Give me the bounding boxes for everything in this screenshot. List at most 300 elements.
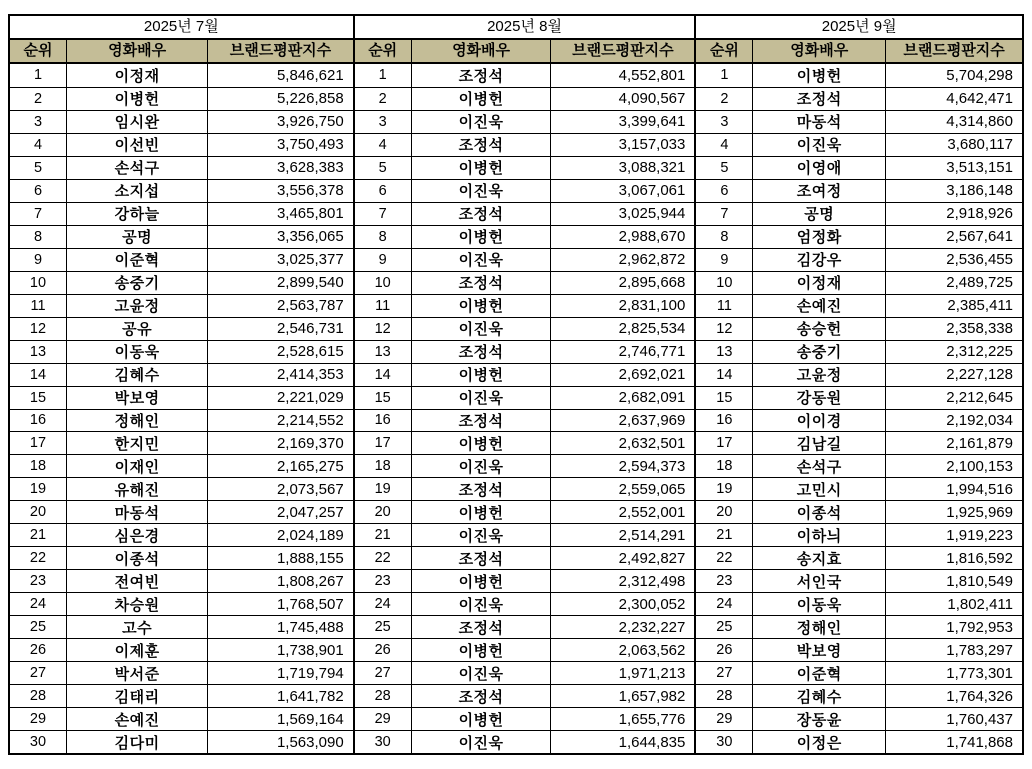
actor-name-cell: 한지민 <box>66 432 207 454</box>
actor-name-cell: 고수 <box>66 616 207 638</box>
actor-name-cell: 이진욱 <box>411 524 551 546</box>
reputation-index-cell: 1,808,267 <box>207 570 352 592</box>
table-row <box>696 431 1022 454</box>
rank-cell: 10 <box>716 274 733 291</box>
actor-name-cell: 이병헌 <box>411 708 551 730</box>
rank-cell: 20 <box>29 504 47 521</box>
reputation-index-cell: 3,465,801 <box>207 203 352 225</box>
reputation-index-cell: 3,025,944 <box>550 203 694 225</box>
table-row <box>10 271 353 294</box>
rank-cell: 15 <box>716 389 733 406</box>
reputation-index-cell: 1,738,901 <box>207 639 352 661</box>
reputation-index-cell: 4,090,567 <box>550 88 694 110</box>
actor-name-cell: 송중기 <box>752 341 885 363</box>
actor-name-cell: 김남길 <box>752 432 885 454</box>
rank-cell: 23 <box>29 573 47 590</box>
reputation-index-cell: 2,831,100 <box>550 295 694 317</box>
table-row <box>355 615 695 638</box>
month-title: 2025년 9월 <box>696 16 1022 40</box>
table-row <box>10 202 353 225</box>
table-row <box>355 409 695 432</box>
rank-cell: 12 <box>716 320 733 337</box>
actor-name-cell: 이병헌 <box>411 364 551 386</box>
rank-cell: 11 <box>716 297 732 314</box>
rank-cell: 30 <box>716 734 733 751</box>
table-row <box>355 684 695 707</box>
reputation-index-cell: 1,919,223 <box>885 524 1022 546</box>
table-row <box>355 523 695 546</box>
table-row <box>696 156 1022 179</box>
actor-name-cell: 손예진 <box>752 295 885 317</box>
month-title: 2025년 8월 <box>355 16 695 40</box>
reputation-index-cell: 2,514,291 <box>550 524 694 546</box>
column-header-rank: 순위 <box>368 42 398 59</box>
reputation-index-cell: 2,492,827 <box>550 547 694 569</box>
table-row <box>355 294 695 317</box>
table-row <box>355 363 695 386</box>
rank-cell: 9 <box>33 251 43 268</box>
rank-cell: 9 <box>720 251 729 268</box>
reputation-index-cell: 2,918,926 <box>885 203 1022 225</box>
actor-name-cell: 이병헌 <box>411 639 551 661</box>
reputation-index-cell: 1,719,794 <box>207 662 352 684</box>
reputation-index-cell: 1,888,155 <box>207 547 352 569</box>
reputation-index-cell: 2,165,275 <box>207 455 352 477</box>
table-row <box>10 454 353 477</box>
rank-cell: 20 <box>374 504 391 521</box>
actor-name-cell: 김다미 <box>66 731 207 753</box>
reputation-index-cell: 2,594,373 <box>550 455 694 477</box>
actor-name-cell: 이진욱 <box>411 249 551 271</box>
reputation-index-cell: 1,655,776 <box>550 708 694 730</box>
table-row <box>355 87 695 110</box>
table-row <box>10 730 353 753</box>
reputation-index-cell: 2,169,370 <box>207 432 352 454</box>
rank-cell: 25 <box>374 619 391 636</box>
actor-name-cell: 장동윤 <box>752 708 885 730</box>
table-row <box>696 294 1022 317</box>
rank-cell: 28 <box>29 688 47 705</box>
table-row <box>355 156 695 179</box>
rank-cell: 23 <box>374 573 391 590</box>
table-row <box>10 684 353 707</box>
table-row <box>355 546 695 569</box>
rank-cell: 19 <box>716 481 733 498</box>
rank-cell: 7 <box>378 205 387 222</box>
rank-cell: 4 <box>720 136 729 153</box>
actor-name-cell: 심은경 <box>66 524 207 546</box>
reputation-index-cell: 5,226,858 <box>207 88 352 110</box>
rank-cell: 6 <box>33 182 43 199</box>
rank-cell: 30 <box>29 734 47 751</box>
reputation-index-cell: 5,704,298 <box>885 64 1022 87</box>
actor-name-cell: 엄정화 <box>752 226 885 248</box>
month-title: 2025년 7월 <box>10 16 353 40</box>
table-row <box>355 730 695 753</box>
actor-name-cell: 이정재 <box>752 272 885 294</box>
reputation-index-cell: 2,632,501 <box>550 432 694 454</box>
rank-cell: 2 <box>720 90 729 107</box>
actor-name-cell: 송중기 <box>66 272 207 294</box>
reputation-index-cell: 2,385,411 <box>885 295 1022 317</box>
actor-name-cell: 고민시 <box>752 478 885 500</box>
actor-name-cell: 이선빈 <box>66 134 207 156</box>
rank-cell: 29 <box>374 711 391 728</box>
rank-cell: 24 <box>716 596 733 613</box>
rank-cell: 3 <box>720 113 729 130</box>
table-row <box>696 730 1022 753</box>
reputation-index-cell: 2,212,645 <box>885 387 1022 409</box>
actor-name-cell: 이병헌 <box>411 295 551 317</box>
reputation-index-cell: 1,816,592 <box>885 547 1022 569</box>
actor-name-cell: 조정석 <box>411 272 551 294</box>
actor-name-cell: 김태리 <box>66 685 207 707</box>
reputation-index-cell: 2,232,227 <box>550 616 694 638</box>
table-row <box>355 477 695 500</box>
reputation-index-cell: 2,682,091 <box>550 387 694 409</box>
reputation-index-cell: 3,680,117 <box>885 134 1022 156</box>
rank-cell: 11 <box>375 297 391 314</box>
reputation-index-cell: 1,925,969 <box>885 501 1022 523</box>
actor-name-cell: 이정재 <box>66 64 207 87</box>
table-row <box>355 340 695 363</box>
table-row <box>10 110 353 133</box>
table-row <box>355 386 695 409</box>
rank-cell: 17 <box>716 435 733 452</box>
actor-name-cell: 공유 <box>66 318 207 340</box>
table-row <box>10 133 353 156</box>
table-row <box>696 317 1022 340</box>
table-row <box>696 477 1022 500</box>
reputation-index-cell: 2,692,021 <box>550 364 694 386</box>
rank-cell: 14 <box>716 366 733 383</box>
rank-cell: 12 <box>29 320 47 337</box>
reputation-index-cell: 1,569,164 <box>207 708 352 730</box>
actor-name-cell: 이진욱 <box>752 134 885 156</box>
table-row <box>10 431 353 454</box>
actor-name-cell: 이진욱 <box>411 180 551 202</box>
reputation-index-cell: 1,563,090 <box>207 731 352 753</box>
rank-cell: 18 <box>29 458 47 475</box>
rank-cell: 19 <box>374 481 391 498</box>
reputation-index-cell: 2,746,771 <box>550 341 694 363</box>
rank-cell: 25 <box>29 619 47 636</box>
reputation-index-cell: 1,657,982 <box>550 685 694 707</box>
table-row <box>10 386 353 409</box>
table-row <box>355 317 695 340</box>
table-row <box>10 363 353 386</box>
reputation-index-cell: 1,764,326 <box>885 685 1022 707</box>
table-row <box>10 156 353 179</box>
reputation-index-cell: 1,802,411 <box>885 593 1022 615</box>
actor-name-cell: 조정석 <box>411 410 551 432</box>
actor-name-cell: 고윤정 <box>752 364 885 386</box>
rank-cell: 6 <box>378 182 387 199</box>
table-row <box>696 271 1022 294</box>
rank-cell: 23 <box>716 573 733 590</box>
actor-name-cell: 박보영 <box>66 387 207 409</box>
reputation-index-cell: 4,642,471 <box>885 88 1022 110</box>
actor-name-cell: 김강우 <box>752 249 885 271</box>
actor-name-cell: 이병헌 <box>411 570 551 592</box>
table-row <box>10 707 353 730</box>
table-row <box>355 225 695 248</box>
reputation-index-cell: 2,024,189 <box>207 524 352 546</box>
reputation-index-cell: 1,641,782 <box>207 685 352 707</box>
table-row <box>696 225 1022 248</box>
rank-cell: 18 <box>716 458 733 475</box>
actor-name-cell: 차승원 <box>66 593 207 615</box>
reputation-index-cell: 1,768,507 <box>207 593 352 615</box>
actor-name-cell: 조정석 <box>752 88 885 110</box>
rank-cell: 18 <box>374 458 391 475</box>
actor-name-cell: 이병헌 <box>411 432 551 454</box>
actor-name-cell: 이이경 <box>752 410 885 432</box>
actor-name-cell: 강하늘 <box>66 203 207 225</box>
actor-name-cell: 조정석 <box>411 685 551 707</box>
actor-name-cell: 조정석 <box>411 616 551 638</box>
rank-cell: 4 <box>33 136 43 153</box>
rank-cell: 26 <box>29 642 47 659</box>
actor-name-cell: 마동석 <box>752 111 885 133</box>
table-body <box>10 64 353 753</box>
actor-name-cell: 소지섭 <box>66 180 207 202</box>
table-row <box>696 638 1022 661</box>
actor-name-cell: 조정석 <box>411 341 551 363</box>
actor-name-cell: 강동원 <box>752 387 885 409</box>
actor-name-cell: 이하늬 <box>752 524 885 546</box>
actor-name-cell: 전여빈 <box>66 570 207 592</box>
actor-name-cell: 이병헌 <box>411 88 551 110</box>
reputation-index-cell: 1,741,868 <box>885 731 1022 753</box>
reputation-index-cell: 3,926,750 <box>207 111 352 133</box>
table-row <box>10 546 353 569</box>
rank-cell: 15 <box>374 389 391 406</box>
actor-name-cell: 서인국 <box>752 570 885 592</box>
rank-cell: 16 <box>374 412 391 429</box>
table-row <box>696 707 1022 730</box>
table-row <box>355 202 695 225</box>
table-row <box>355 248 695 271</box>
table-row <box>10 569 353 592</box>
table-row <box>10 340 353 363</box>
rank-cell: 7 <box>33 205 43 222</box>
table-row <box>355 431 695 454</box>
rank-cell: 1 <box>33 67 43 84</box>
table-row <box>355 569 695 592</box>
reputation-index-cell: 2,221,029 <box>207 387 352 409</box>
actor-name-cell: 박보영 <box>752 639 885 661</box>
rank-cell: 10 <box>29 274 47 291</box>
actor-name-cell: 이병헌 <box>411 226 551 248</box>
rank-cell: 30 <box>374 734 391 751</box>
rank-cell: 2 <box>378 90 387 107</box>
reputation-index-cell: 1,760,437 <box>885 708 1022 730</box>
actor-name-cell: 공명 <box>66 226 207 248</box>
rank-cell: 24 <box>374 596 391 613</box>
rank-cell: 5 <box>720 159 729 176</box>
column-header-actor: 영화배우 <box>411 40 551 62</box>
reputation-index-cell: 2,100,153 <box>885 455 1022 477</box>
table-row <box>355 661 695 684</box>
table-row <box>696 569 1022 592</box>
rank-cell: 19 <box>29 481 47 498</box>
column-header-rank: 순위 <box>23 42 53 59</box>
rank-cell: 17 <box>374 435 391 452</box>
actor-name-cell: 이준혁 <box>66 249 207 271</box>
month-section-july <box>10 16 353 753</box>
table-row <box>696 64 1022 87</box>
rank-cell: 7 <box>720 205 729 222</box>
table-row <box>696 363 1022 386</box>
table-row <box>355 110 695 133</box>
actor-name-cell: 송승헌 <box>752 318 885 340</box>
actor-name-cell: 손석구 <box>66 157 207 179</box>
rank-cell: 5 <box>378 159 387 176</box>
table-row <box>355 64 695 87</box>
rank-cell: 3 <box>378 113 387 130</box>
rank-cell: 14 <box>374 366 391 383</box>
month-section-september <box>694 16 1022 753</box>
reputation-index-cell: 1,773,301 <box>885 662 1022 684</box>
rank-cell: 20 <box>716 504 733 521</box>
reputation-index-cell: 3,157,033 <box>550 134 694 156</box>
reputation-index-cell: 3,399,641 <box>550 111 694 133</box>
reputation-index-cell: 1,792,953 <box>885 616 1022 638</box>
rank-cell: 29 <box>716 711 733 728</box>
column-header-index: 브랜드평판지수 <box>207 40 352 62</box>
actor-name-cell: 고윤정 <box>66 295 207 317</box>
reputation-index-cell: 4,314,860 <box>885 111 1022 133</box>
column-header-row <box>10 40 353 64</box>
actor-name-cell: 조정석 <box>411 64 551 87</box>
actor-name-cell: 이진욱 <box>411 662 551 684</box>
reputation-index-cell: 2,312,498 <box>550 570 694 592</box>
reputation-index-cell: 2,312,225 <box>885 341 1022 363</box>
table-row <box>355 707 695 730</box>
reputation-index-cell: 2,559,065 <box>550 478 694 500</box>
actor-name-cell: 조정석 <box>411 547 551 569</box>
rank-cell: 27 <box>29 665 47 682</box>
actor-name-cell: 이병헌 <box>752 64 885 87</box>
table-row <box>696 133 1022 156</box>
table-row <box>10 87 353 110</box>
reputation-index-cell: 2,227,128 <box>885 364 1022 386</box>
column-header-row <box>696 40 1022 64</box>
rank-cell: 2 <box>33 90 43 107</box>
actor-name-cell: 이동욱 <box>752 593 885 615</box>
rank-cell: 22 <box>29 550 47 567</box>
column-header-index: 브랜드평판지수 <box>885 40 1022 62</box>
reputation-index-cell: 2,358,338 <box>885 318 1022 340</box>
actor-name-cell: 송지효 <box>752 547 885 569</box>
reputation-index-cell: 2,161,879 <box>885 432 1022 454</box>
actor-name-cell: 이준혁 <box>752 662 885 684</box>
table-body <box>696 64 1022 753</box>
rank-cell: 12 <box>374 320 391 337</box>
table-row <box>355 179 695 202</box>
rank-cell: 8 <box>378 228 387 245</box>
reputation-index-cell: 1,644,835 <box>550 731 694 753</box>
table-row <box>10 317 353 340</box>
rank-cell: 13 <box>374 343 391 360</box>
table-row <box>696 248 1022 271</box>
actor-name-cell: 임시완 <box>66 111 207 133</box>
table-row <box>10 248 353 271</box>
reputation-index-cell: 5,846,621 <box>207 64 352 87</box>
reputation-index-cell: 2,637,969 <box>550 410 694 432</box>
table-row <box>696 409 1022 432</box>
actor-name-cell: 이병헌 <box>411 157 551 179</box>
table-row <box>10 638 353 661</box>
reputation-index-cell: 2,489,725 <box>885 272 1022 294</box>
rank-cell: 17 <box>29 435 47 452</box>
reputation-index-cell: 2,536,455 <box>885 249 1022 271</box>
reputation-index-cell: 1,810,549 <box>885 570 1022 592</box>
actor-name-cell: 이정은 <box>752 731 885 753</box>
actor-name-cell: 이진욱 <box>411 318 551 340</box>
reputation-index-cell: 3,628,383 <box>207 157 352 179</box>
actor-name-cell: 이재인 <box>66 455 207 477</box>
table-row <box>10 64 353 87</box>
actor-name-cell: 이진욱 <box>411 111 551 133</box>
table-row <box>10 500 353 523</box>
actor-name-cell: 손석구 <box>752 455 885 477</box>
table-row <box>696 87 1022 110</box>
actor-name-cell: 이진욱 <box>411 593 551 615</box>
reputation-index-cell: 1,971,213 <box>550 662 694 684</box>
reputation-index-cell: 3,556,378 <box>207 180 352 202</box>
rank-cell: 1 <box>720 67 729 84</box>
table-row <box>696 684 1022 707</box>
rank-cell: 28 <box>716 688 733 705</box>
rank-cell: 25 <box>716 619 733 636</box>
rank-cell: 26 <box>716 642 733 659</box>
rank-cell: 11 <box>30 297 46 314</box>
table-row <box>696 386 1022 409</box>
table-row <box>696 523 1022 546</box>
reputation-index-cell: 2,988,670 <box>550 226 694 248</box>
rank-cell: 24 <box>29 596 47 613</box>
reputation-index-cell: 2,895,668 <box>550 272 694 294</box>
table-row <box>696 500 1022 523</box>
reputation-index-cell: 2,528,615 <box>207 341 352 363</box>
table-row <box>696 615 1022 638</box>
actor-name-cell: 조정석 <box>411 203 551 225</box>
rank-cell: 16 <box>716 412 733 429</box>
table-row <box>696 110 1022 133</box>
reputation-index-cell: 2,047,257 <box>207 501 352 523</box>
actor-name-cell: 이진욱 <box>411 455 551 477</box>
table-row <box>10 294 353 317</box>
table-row <box>10 409 353 432</box>
reputation-index-cell: 1,783,297 <box>885 639 1022 661</box>
table-row <box>10 477 353 500</box>
reputation-index-cell: 2,073,567 <box>207 478 352 500</box>
actor-name-cell: 이병헌 <box>66 88 207 110</box>
reputation-index-cell: 3,067,061 <box>550 180 694 202</box>
reputation-index-cell: 3,356,065 <box>207 226 352 248</box>
rank-cell: 3 <box>33 113 43 130</box>
actor-name-cell: 조여정 <box>752 180 885 202</box>
rank-cell: 29 <box>29 711 47 728</box>
rank-cell: 27 <box>716 665 733 682</box>
reputation-index-cell: 2,962,872 <box>550 249 694 271</box>
table-row <box>696 454 1022 477</box>
reputation-index-cell: 3,750,493 <box>207 134 352 156</box>
rank-cell: 16 <box>29 412 47 429</box>
table-row <box>10 225 353 248</box>
